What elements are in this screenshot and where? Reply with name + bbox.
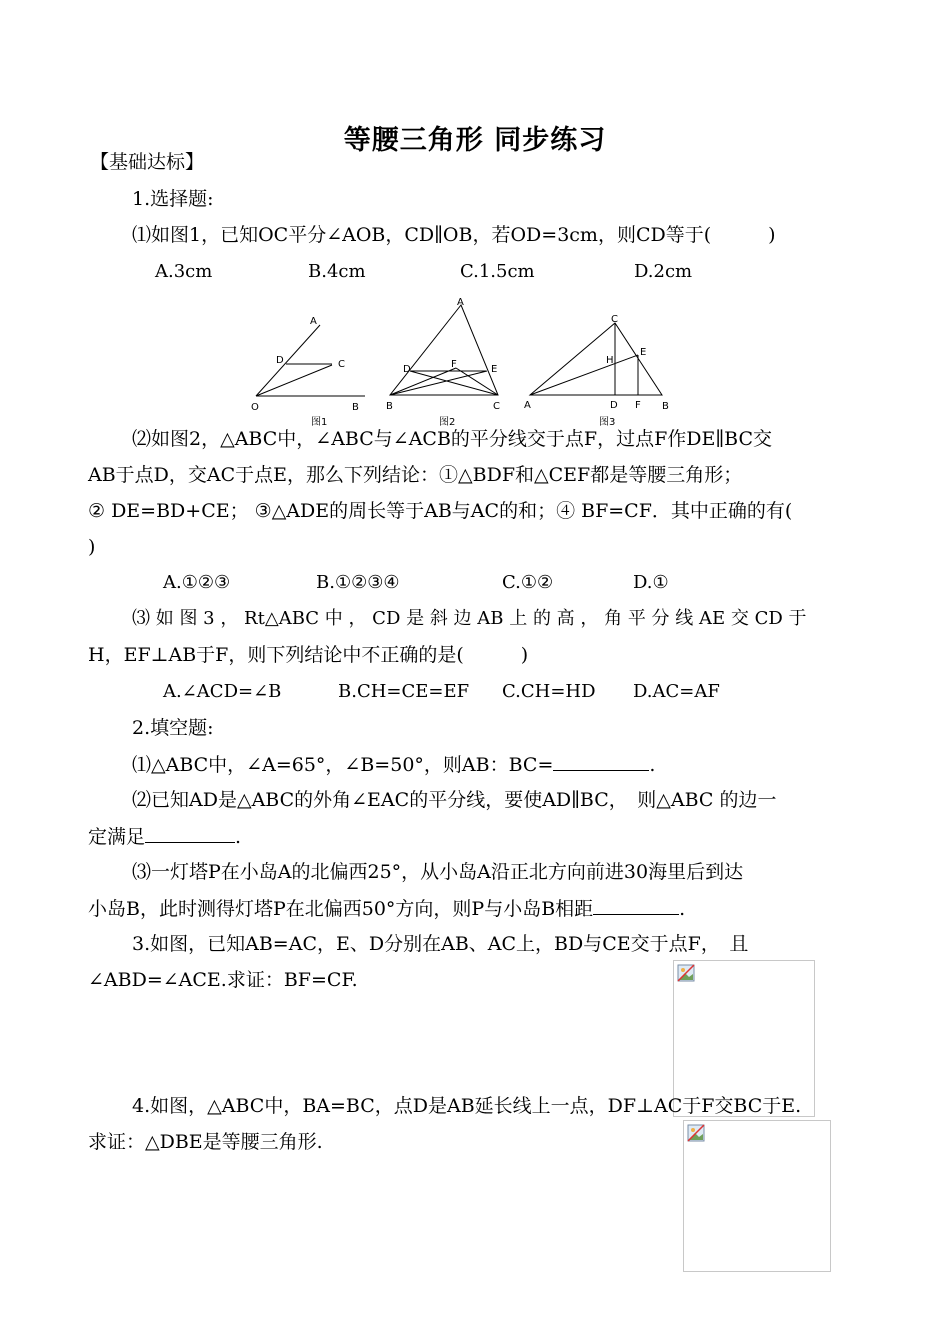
q1-p2-line4: ) <box>88 536 96 558</box>
q1-p3-line2: H，EF⊥AB于F，则下列结论中不正确的是( ) <box>88 644 529 666</box>
fig1-label-b: B <box>352 402 359 413</box>
q1-p1-option-d: D.2cm <box>634 261 693 282</box>
q1-p2-line3: ② DE=BD+CE； ③△ADE的周长等于AB与AC的和；④ BF=CF．其中正确的有( <box>88 500 793 522</box>
q1-p2-option-b: B.①②③④ <box>316 572 400 593</box>
q1-p1-text: ⑴如图1，已知OC平分∠AOB，CD∥OB，若OD=3cm，则CD等于( ) <box>132 224 776 246</box>
q2-p1-text: ⑴△ABC中，∠A=65°，∠B=50°，则AB：BC= <box>132 754 554 776</box>
page-title: 等腰三角形 同步练习 <box>343 125 607 156</box>
q1-heading: 1.选择题: <box>132 188 214 210</box>
fig3-label-d: D <box>610 400 618 411</box>
fig3-label-f: F <box>635 400 641 411</box>
q1-p3-option-c: C.CH=HD <box>502 681 596 702</box>
q1-p2-option-c: C.①② <box>502 572 554 593</box>
fig1-label-c: C <box>338 359 345 370</box>
fig3-label-a: A <box>524 400 531 411</box>
q1-p3-option-d: D.AC=AF <box>633 681 720 702</box>
q1-p2-option-d: D.① <box>633 572 669 593</box>
fig2-label-c: C <box>493 401 500 412</box>
fig3-label-e: E <box>640 347 647 358</box>
q2-p2-blank[interactable] <box>145 824 235 843</box>
fig3-label-h: H <box>606 355 614 366</box>
fig1-label-a: A <box>310 316 317 327</box>
broken-image-icon <box>677 964 695 982</box>
q4-line1: 4.如图，△ABC中，BA=BC，点D是AB延长线上一点，DF⊥AC于F交BC于E. <box>132 1095 802 1117</box>
q2-p1 <box>132 752 655 777</box>
fig2-label-d: D <box>403 364 411 375</box>
fig1-label-o: O <box>251 402 259 413</box>
q1-p1-option-c: C.1.5cm <box>460 261 535 282</box>
fig3-label-b: B <box>662 401 669 412</box>
fig1-label-d: D <box>276 355 284 366</box>
q2-p3-line2-wrap <box>88 896 685 921</box>
broken-image-icon <box>687 1124 705 1142</box>
section-heading: 【基础达标】 <box>90 151 205 173</box>
q2-p2-line1: ⑵已知AD是△ABC的外角∠EAC的平分线，要使AD∥BC， 则△ABC 的边一 <box>132 789 777 811</box>
q2-p3-line2: 小岛B，此时测得灯塔P在北偏西50°方向，则P与小岛B相距 <box>88 898 594 920</box>
fig2-label-e: E <box>491 364 498 375</box>
q2-p3-blank[interactable] <box>593 896 679 915</box>
q2-p2-line2: 定满足 <box>88 826 146 848</box>
q2-p2-end: . <box>235 826 242 848</box>
fig2-label-a: A <box>457 297 464 308</box>
fig3-label-c: C <box>611 314 618 325</box>
q2-p1-end: . <box>649 754 656 776</box>
q1-p2-line1: ⑵如图2，△ABC中，∠ABC与∠ACB的平分线交于点F，过点F作DE∥BC交 <box>132 428 773 450</box>
q1-p3-option-b: B.CH=CE=EF <box>338 681 470 702</box>
figures-group <box>240 295 680 430</box>
q1-p2-line2: AB于点D，交AC于点E，那么下列结论：①△BDF和△CEF都是等腰三角形； <box>88 464 743 486</box>
fig2-caption: 图2 <box>439 417 456 428</box>
q3-line1: 3.如图，已知AB=AC，E、D分别在AB、AC上，BD与CE交于点F， 且 <box>132 933 749 955</box>
q1-p1-option-b: B.4cm <box>308 261 366 282</box>
q4-line2: 求证：△DBE是等腰三角形. <box>88 1131 323 1153</box>
fig2-label-f: F <box>451 359 457 370</box>
q4-image-placeholder <box>683 1120 831 1272</box>
q1-p3-option-a: A.∠ACD=∠B <box>163 681 282 702</box>
q2-p3-end: . <box>679 898 686 920</box>
q1-p1-option-a: A.3cm <box>155 261 213 282</box>
fig3-caption: 图3 <box>599 417 616 428</box>
q1-p3-line1: ⑶ 如 图 3 ， Rt△ABC 中 ， CD 是 斜 边 AB 上 的 高 ， 角 平 分 线 AE 交 CD 于 <box>132 608 807 629</box>
q3-line2: ∠ABD=∠ACE.求证：BF=CF. <box>88 969 358 991</box>
fig2-label-b: B <box>386 401 393 412</box>
q2-heading: 2.填空题: <box>132 717 214 739</box>
q2-p3-line1: ⑶一灯塔P在小岛A的北偏西25°，从小岛A沿正北方向前进30海里后到达 <box>132 861 744 883</box>
q2-p2-line2-wrap <box>88 824 241 849</box>
q2-p1-blank[interactable] <box>553 752 649 771</box>
fig1-caption: 图1 <box>311 417 328 428</box>
q1-p2-option-a: A.①②③ <box>163 572 231 593</box>
